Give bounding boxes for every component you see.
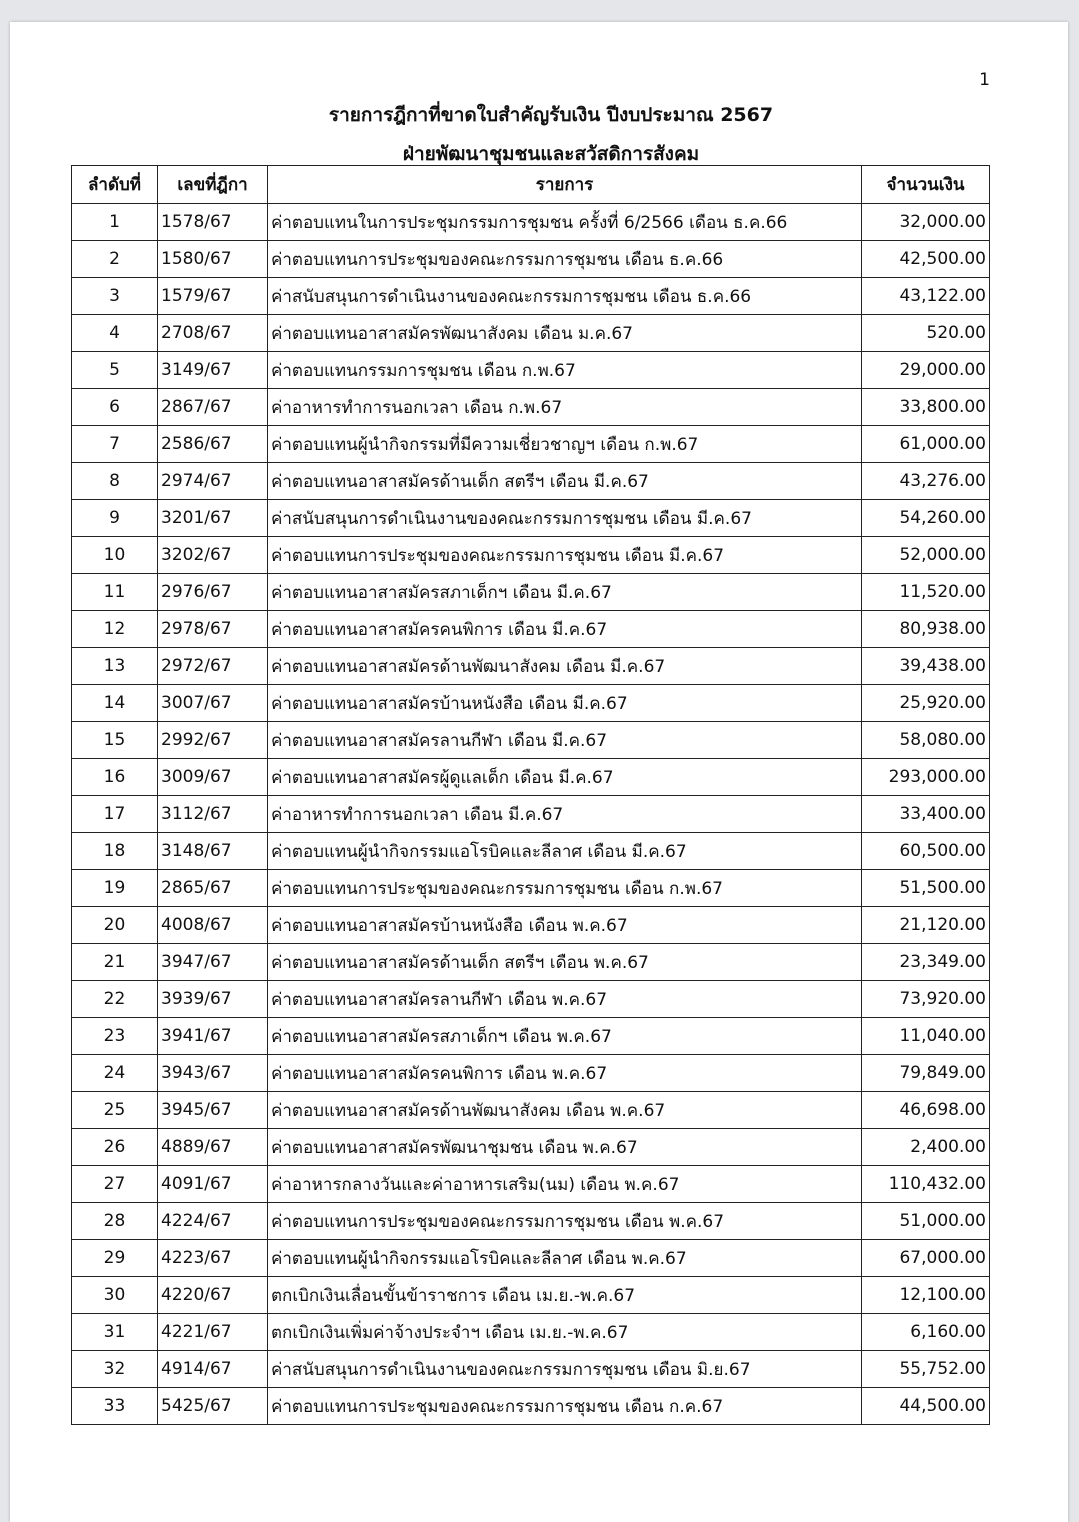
row-amount-cell: 73,920.00 <box>862 981 990 1018</box>
table-row <box>72 352 990 389</box>
row-amount-cell: 52,000.00 <box>862 537 990 574</box>
table-row <box>72 1388 990 1425</box>
row-voucher-cell: 4224/67 <box>158 1203 268 1240</box>
row-item-cell: ค่าตอบแทนการประชุมของคณะกรรมการชุมชน เดือน ธ.ค.66 <box>268 241 862 278</box>
row-voucher-cell: 2708/67 <box>158 315 268 352</box>
row-voucher-cell: 2974/67 <box>158 463 268 500</box>
row-item-cell: ค่าตอบแทนผู้นำกิจกรรมแอโรบิคและลีลาศ เดือน พ.ค.67 <box>268 1240 862 1277</box>
row-amount-cell: 520.00 <box>862 315 990 352</box>
row-voucher-cell: 3149/67 <box>158 352 268 389</box>
row-amount-cell: 54,260.00 <box>862 500 990 537</box>
row-order-cell: 12 <box>72 611 158 648</box>
table-header-row <box>72 166 990 204</box>
row-order-cell: 25 <box>72 1092 158 1129</box>
row-order-cell: 31 <box>72 1314 158 1351</box>
row-order-cell: 24 <box>72 1055 158 1092</box>
header-order: ลำดับที่ <box>72 166 158 204</box>
row-order-cell: 10 <box>72 537 158 574</box>
row-amount-cell: 55,752.00 <box>862 1351 990 1388</box>
table-row <box>72 685 990 722</box>
row-order-cell: 3 <box>72 278 158 315</box>
row-voucher-cell: 4223/67 <box>158 1240 268 1277</box>
row-item-cell: ค่าอาหารกลางวันและค่าอาหารเสริม(นม) เดือน พ.ค.67 <box>268 1166 862 1203</box>
row-amount-cell: 6,160.00 <box>862 1314 990 1351</box>
row-voucher-cell: 3945/67 <box>158 1092 268 1129</box>
row-amount-cell: 79,849.00 <box>862 1055 990 1092</box>
row-order-cell: 19 <box>72 870 158 907</box>
row-item-cell: ค่าตอบแทนอาสาสมัครคนพิการ เดือน มี.ค.67 <box>268 611 862 648</box>
row-item-cell: ค่าตอบแทนอาสาสมัครด้านเด็ก สตรีฯ เดือน มี.ค.67 <box>268 463 862 500</box>
row-order-cell: 5 <box>72 352 158 389</box>
row-order-cell: 16 <box>72 759 158 796</box>
row-item-cell: ค่าสนับสนุนการดำเนินงานของคณะกรรมการชุมชน เดือน มี.ค.67 <box>268 500 862 537</box>
row-voucher-cell: 4008/67 <box>158 907 268 944</box>
page-number: 1 <box>979 70 990 90</box>
row-voucher-cell: 2586/67 <box>158 426 268 463</box>
row-order-cell: 8 <box>72 463 158 500</box>
table-row <box>72 1351 990 1388</box>
table-row <box>72 389 990 426</box>
row-amount-cell: 43,276.00 <box>862 463 990 500</box>
row-order-cell: 7 <box>72 426 158 463</box>
row-order-cell: 23 <box>72 1018 158 1055</box>
table-row <box>72 1129 990 1166</box>
row-order-cell: 4 <box>72 315 158 352</box>
row-order-cell: 18 <box>72 833 158 870</box>
table-row <box>72 944 990 981</box>
table-row <box>72 574 990 611</box>
row-amount-cell: 11,520.00 <box>862 574 990 611</box>
row-item-cell: ค่าตอบแทนอาสาสมัครด้านพัฒนาสังคม เดือน มี.ค.67 <box>268 648 862 685</box>
document-subtitle: ฝ่ายพัฒนาชุมชนและสวัสดิการสังคม <box>402 143 700 165</box>
document-page <box>10 22 1068 1522</box>
row-item-cell: ค่าตอบแทนอาสาสมัครบ้านหนังสือ เดือน พ.ค.67 <box>268 907 862 944</box>
row-voucher-cell: 3947/67 <box>158 944 268 981</box>
row-item-cell: ค่าตอบแทนการประชุมของคณะกรรมการชุมชน เดือน มี.ค.67 <box>268 537 862 574</box>
row-item-cell: ตกเบิกเงินเลื่อนขั้นข้าราชการ เดือน เม.ย.-พ.ค.67 <box>268 1277 862 1314</box>
row-order-cell: 9 <box>72 500 158 537</box>
row-order-cell: 14 <box>72 685 158 722</box>
table-row <box>72 648 990 685</box>
row-voucher-cell: 2992/67 <box>158 722 268 759</box>
row-voucher-cell: 3112/67 <box>158 796 268 833</box>
document-title: รายการฎีกาที่ขาดใบสำคัญรับเงิน ปีงบประมาณ 2567 <box>328 104 774 126</box>
row-item-cell: ค่าตอบแทนอาสาสมัครด้านพัฒนาสังคม เดือน พ.ค.67 <box>268 1092 862 1129</box>
row-voucher-cell: 5425/67 <box>158 1388 268 1425</box>
row-item-cell: ค่าตอบแทนอาสาสมัครบ้านหนังสือ เดือน มี.ค.67 <box>268 685 862 722</box>
row-amount-cell: 61,000.00 <box>862 426 990 463</box>
row-voucher-cell: 2867/67 <box>158 389 268 426</box>
row-amount-cell: 46,698.00 <box>862 1092 990 1129</box>
row-order-cell: 33 <box>72 1388 158 1425</box>
table-row <box>72 1018 990 1055</box>
table-row <box>72 833 990 870</box>
voucher-table <box>71 165 990 1425</box>
table-row <box>72 426 990 463</box>
row-amount-cell: 44,500.00 <box>862 1388 990 1425</box>
row-amount-cell: 21,120.00 <box>862 907 990 944</box>
table-row <box>72 611 990 648</box>
row-amount-cell: 11,040.00 <box>862 1018 990 1055</box>
header-item: รายการ <box>268 166 862 204</box>
table-row <box>72 759 990 796</box>
row-item-cell: ค่าตอบแทนอาสาสมัครพัฒนาสังคม เดือน ม.ค.67 <box>268 315 862 352</box>
row-voucher-cell: 4220/67 <box>158 1277 268 1314</box>
row-amount-cell: 2,400.00 <box>862 1129 990 1166</box>
row-item-cell: ค่าอาหารทำการนอกเวลา เดือน ก.พ.67 <box>268 389 862 426</box>
row-item-cell: ค่าตอบแทนกรรมการชุมชน เดือน ก.พ.67 <box>268 352 862 389</box>
row-amount-cell: 293,000.00 <box>862 759 990 796</box>
row-item-cell: ค่าสนับสนุนการดำเนินงานของคณะกรรมการชุมชน เดือน มิ.ย.67 <box>268 1351 862 1388</box>
row-voucher-cell: 3007/67 <box>158 685 268 722</box>
row-item-cell: ค่าตอบแทนการประชุมของคณะกรรมการชุมชน เดือน ก.พ.67 <box>268 870 862 907</box>
table-row <box>72 1092 990 1129</box>
row-amount-cell: 42,500.00 <box>862 241 990 278</box>
table-row <box>72 870 990 907</box>
table-row <box>72 315 990 352</box>
row-order-cell: 20 <box>72 907 158 944</box>
row-voucher-cell: 3939/67 <box>158 981 268 1018</box>
row-voucher-cell: 2865/67 <box>158 870 268 907</box>
table-row <box>72 722 990 759</box>
table-row <box>72 1203 990 1240</box>
row-order-cell: 26 <box>72 1129 158 1166</box>
row-item-cell: ค่าตอบแทนอาสาสมัครผู้ดูแลเด็ก เดือน มี.ค.67 <box>268 759 862 796</box>
row-order-cell: 30 <box>72 1277 158 1314</box>
row-item-cell: ค่าตอบแทนผู้นำกิจกรรมแอโรบิคและลีลาศ เดือน มี.ค.67 <box>268 833 862 870</box>
table-row <box>72 1314 990 1351</box>
header-amount: จำนวนเงิน <box>862 166 990 204</box>
row-amount-cell: 60,500.00 <box>862 833 990 870</box>
row-amount-cell: 51,500.00 <box>862 870 990 907</box>
table-row <box>72 500 990 537</box>
table-row <box>72 537 990 574</box>
row-amount-cell: 80,938.00 <box>862 611 990 648</box>
row-order-cell: 32 <box>72 1351 158 1388</box>
table-row <box>72 1166 990 1203</box>
row-order-cell: 29 <box>72 1240 158 1277</box>
row-order-cell: 27 <box>72 1166 158 1203</box>
row-amount-cell: 33,400.00 <box>862 796 990 833</box>
row-voucher-cell: 4221/67 <box>158 1314 268 1351</box>
row-item-cell: ค่าตอบแทนอาสาสมัครลานกีฬา เดือน พ.ค.67 <box>268 981 862 1018</box>
row-order-cell: 11 <box>72 574 158 611</box>
row-order-cell: 28 <box>72 1203 158 1240</box>
row-item-cell: ค่าตอบแทนการประชุมของคณะกรรมการชุมชน เดือน พ.ค.67 <box>268 1203 862 1240</box>
row-voucher-cell: 2972/67 <box>158 648 268 685</box>
row-voucher-cell: 2976/67 <box>158 574 268 611</box>
row-item-cell: ค่าตอบแทนอาสาสมัครด้านเด็ก สตรีฯ เดือน พ.ค.67 <box>268 944 862 981</box>
table-row <box>72 796 990 833</box>
row-order-cell: 6 <box>72 389 158 426</box>
row-amount-cell: 51,000.00 <box>862 1203 990 1240</box>
row-voucher-cell: 3201/67 <box>158 500 268 537</box>
table-row <box>72 278 990 315</box>
row-item-cell: ค่าตอบแทนในการประชุมกรรมการชุมชน ครั้งที่ 6/2566 เดือน ธ.ค.66 <box>268 204 862 241</box>
table-row <box>72 204 990 241</box>
row-voucher-cell: 3148/67 <box>158 833 268 870</box>
row-amount-cell: 23,349.00 <box>862 944 990 981</box>
row-voucher-cell: 1578/67 <box>158 204 268 241</box>
row-amount-cell: 25,920.00 <box>862 685 990 722</box>
row-order-cell: 13 <box>72 648 158 685</box>
row-amount-cell: 110,432.00 <box>862 1166 990 1203</box>
row-amount-cell: 39,438.00 <box>862 648 990 685</box>
table-row <box>72 1240 990 1277</box>
row-amount-cell: 58,080.00 <box>862 722 990 759</box>
header-voucher-number: เลขที่ฎีกา <box>158 166 268 204</box>
row-item-cell: ค่าตอบแทนอาสาสมัครพัฒนาชุมชน เดือน พ.ค.67 <box>268 1129 862 1166</box>
row-order-cell: 22 <box>72 981 158 1018</box>
table-row <box>72 907 990 944</box>
row-voucher-cell: 4889/67 <box>158 1129 268 1166</box>
table-body <box>72 204 990 1425</box>
row-voucher-cell: 1580/67 <box>158 241 268 278</box>
row-voucher-cell: 1579/67 <box>158 278 268 315</box>
table-row <box>72 981 990 1018</box>
row-item-cell: ตกเบิกเงินเพิ่มค่าจ้างประจำฯ เดือน เม.ย.-พ.ค.67 <box>268 1314 862 1351</box>
row-order-cell: 1 <box>72 204 158 241</box>
table-row <box>72 241 990 278</box>
row-amount-cell: 33,800.00 <box>862 389 990 426</box>
row-item-cell: ค่าตอบแทนอาสาสมัครสภาเด็กฯ เดือน มี.ค.67 <box>268 574 862 611</box>
row-item-cell: ค่าอาหารทำการนอกเวลา เดือน มี.ค.67 <box>268 796 862 833</box>
row-amount-cell: 67,000.00 <box>862 1240 990 1277</box>
row-voucher-cell: 3941/67 <box>158 1018 268 1055</box>
row-item-cell: ค่าตอบแทนอาสาสมัครลานกีฬา เดือน มี.ค.67 <box>268 722 862 759</box>
row-order-cell: 15 <box>72 722 158 759</box>
row-voucher-cell: 3009/67 <box>158 759 268 796</box>
row-order-cell: 17 <box>72 796 158 833</box>
row-voucher-cell: 3943/67 <box>158 1055 268 1092</box>
row-voucher-cell: 4914/67 <box>158 1351 268 1388</box>
row-order-cell: 21 <box>72 944 158 981</box>
row-voucher-cell: 4091/67 <box>158 1166 268 1203</box>
row-amount-cell: 12,100.00 <box>862 1277 990 1314</box>
table-row <box>72 463 990 500</box>
row-item-cell: ค่าสนับสนุนการดำเนินงานของคณะกรรมการชุมชน เดือน ธ.ค.66 <box>268 278 862 315</box>
table-row <box>72 1055 990 1092</box>
row-item-cell: ค่าตอบแทนการประชุมของคณะกรรมการชุมชน เดือน ก.ค.67 <box>268 1388 862 1425</box>
row-item-cell: ค่าตอบแทนอาสาสมัครสภาเด็กฯ เดือน พ.ค.67 <box>268 1018 862 1055</box>
table-row <box>72 1277 990 1314</box>
row-amount-cell: 29,000.00 <box>862 352 990 389</box>
row-amount-cell: 32,000.00 <box>862 204 990 241</box>
row-order-cell: 2 <box>72 241 158 278</box>
row-amount-cell: 43,122.00 <box>862 278 990 315</box>
row-item-cell: ค่าตอบแทนอาสาสมัครคนพิการ เดือน พ.ค.67 <box>268 1055 862 1092</box>
row-item-cell: ค่าตอบแทนผู้นำกิจกรรมที่มีความเชี่ยวชาญฯ เดือน ก.พ.67 <box>268 426 862 463</box>
row-voucher-cell: 3202/67 <box>158 537 268 574</box>
row-voucher-cell: 2978/67 <box>158 611 268 648</box>
